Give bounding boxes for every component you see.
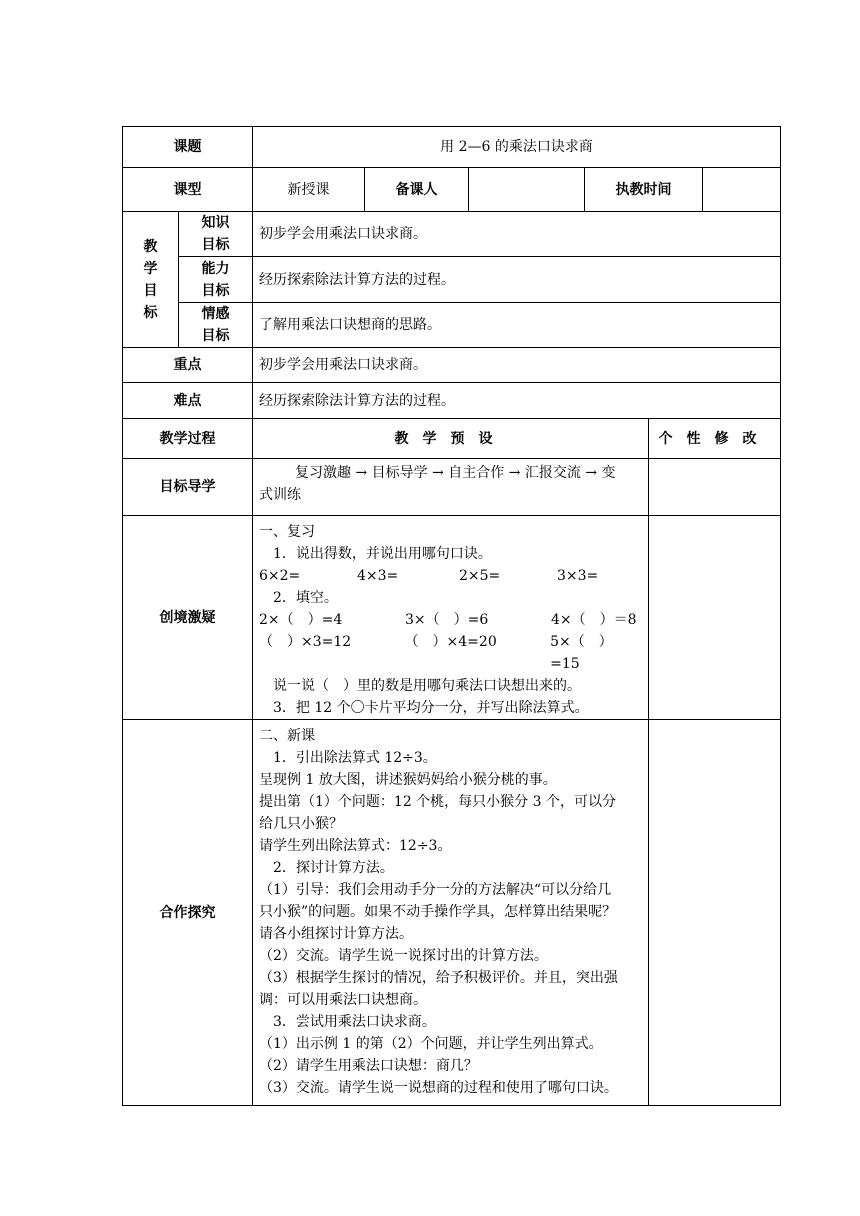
explore-row bbox=[123, 720, 781, 1106]
explore-line: 请学生列出除法算式：12÷3。 bbox=[259, 838, 452, 854]
topic-label: 课题 bbox=[123, 127, 253, 168]
inspire-label: 创境激疑 bbox=[123, 516, 253, 720]
explore-line: 呈现例 1 放大图，讲述猴妈妈给小猴分桃的事。 bbox=[259, 772, 557, 788]
calc-item: 4×3= bbox=[357, 568, 399, 584]
inspire-line: 说一说（ ）里的数是用哪句乘法口诀想出来的。 bbox=[273, 678, 581, 694]
inspire-modify bbox=[649, 516, 781, 720]
goal-label-ability: 能力 目标 bbox=[179, 257, 253, 303]
goal-label-knowledge: 知识 目标 bbox=[179, 212, 253, 257]
explore-label: 合作探究 bbox=[123, 720, 253, 1106]
difficulty-label: 难点 bbox=[123, 383, 253, 419]
goal-text-emotion: 了解用乘法口诀想商的思路。 bbox=[253, 303, 781, 348]
guide-text bbox=[253, 459, 649, 516]
process-label: 教学过程 bbox=[123, 419, 253, 459]
explore-line: （2）请学生用乘法口诀想：商几？ bbox=[259, 1058, 478, 1074]
fill-row-2 bbox=[259, 631, 642, 675]
inspire-line: 2．填空。 bbox=[273, 590, 338, 606]
explore-line: 3．尝试用乘法口诀求商。 bbox=[273, 1014, 436, 1030]
fill-item: 2×（ ）=4 bbox=[259, 612, 343, 628]
explore-text bbox=[253, 720, 649, 1106]
key-point-row bbox=[123, 348, 781, 383]
explore-line: 请各小组探讨计算方法。 bbox=[259, 926, 413, 942]
type-value: 新授课 bbox=[253, 168, 365, 212]
topic-value: 用 2—6 的乘法口诀求商 bbox=[253, 127, 781, 168]
fill-item: （ ）×4=20 bbox=[404, 634, 497, 650]
key-point-label: 重点 bbox=[123, 348, 253, 383]
fill-item: 3×（ ）=6 bbox=[405, 612, 489, 628]
modify-header: 个性修改 bbox=[649, 419, 781, 459]
goal-row-knowledge bbox=[123, 212, 781, 257]
explore-line: （3）交流。请学生说一说想商的过程和使用了哪句口诀。 bbox=[259, 1080, 618, 1096]
difficulty-text: 经历探索除法计算方法的过程。 bbox=[253, 383, 781, 419]
explore-line: 只小猴”的问题。如果不动手操作学具，怎样算出结果呢？ bbox=[259, 904, 617, 920]
lesson-plan-table bbox=[122, 126, 781, 1106]
explore-line: 2．探讨计算方法。 bbox=[273, 860, 394, 876]
inspire-text bbox=[253, 516, 649, 720]
design-header: 教学预设 bbox=[253, 419, 649, 459]
goals-label: 教 学 目 标 bbox=[123, 212, 179, 348]
guide-label: 目标导学 bbox=[123, 459, 253, 516]
guide-row bbox=[123, 459, 781, 516]
preparer-value bbox=[469, 168, 585, 212]
fill-row-1 bbox=[259, 609, 642, 631]
explore-line: 二、新课 bbox=[259, 728, 315, 744]
goal-text-knowledge: 初步学会用乘法口诀求商。 bbox=[253, 212, 781, 257]
difficulty-row bbox=[123, 383, 781, 419]
time-label: 执教时间 bbox=[585, 168, 703, 212]
calc-item: 6×2= bbox=[259, 568, 301, 584]
explore-line: 给几只小猴？ bbox=[259, 816, 343, 832]
calc-row bbox=[259, 565, 642, 587]
fill-item: （ ）×3=12 bbox=[259, 634, 352, 650]
goal-row-ability bbox=[123, 257, 781, 303]
explore-modify bbox=[649, 720, 781, 1106]
goal-label-emotion: 情感 目标 bbox=[179, 303, 253, 348]
inspire-line: 3．把 12 个〇卡片平均分一分，并写出除法算式。 bbox=[273, 700, 589, 716]
explore-line: （3）根据学生探讨的情况，给予积极评价。并且，突出强 bbox=[259, 970, 618, 986]
guide-modify bbox=[649, 459, 781, 516]
calc-item: 3×3= bbox=[557, 568, 599, 584]
explore-line: （1）引导：我们会用动手分一分的方法解决“可以分给几 bbox=[259, 882, 612, 898]
calc-item: 2×5= bbox=[459, 568, 501, 584]
explore-line: 提出第（1）个问题：12 个桃，每只小猴分 3 个，可以分 bbox=[259, 794, 616, 810]
type-row bbox=[123, 168, 781, 212]
inspire-line: 一、复习 bbox=[259, 524, 315, 540]
time-value bbox=[703, 168, 781, 212]
guide-line-1: 复习激趣 → 目标导学 → 自主合作 → 汇报交流 → 变 bbox=[295, 465, 616, 481]
goal-text-ability: 经历探索除法计算方法的过程。 bbox=[253, 257, 781, 303]
preparer-label: 备课人 bbox=[365, 168, 469, 212]
guide-line-2: 式训练 bbox=[259, 487, 301, 503]
explore-line: （1）出示例 1 的第（2）个问题，并让学生列出算式。 bbox=[259, 1036, 603, 1052]
explore-line: 1．引出除法算式 12÷3。 bbox=[273, 750, 437, 766]
inspire-row bbox=[123, 516, 781, 720]
type-label: 课型 bbox=[123, 168, 253, 212]
topic-row bbox=[123, 127, 781, 168]
inspire-line: 1．说出得数，并说出用哪句口诀。 bbox=[273, 546, 492, 562]
process-header-row bbox=[123, 419, 781, 459]
key-point-text: 初步学会用乘法口诀求商。 bbox=[253, 348, 781, 383]
goal-row-emotion bbox=[123, 303, 781, 348]
explore-line: （2）交流。请学生说一说探讨出的计算方法。 bbox=[259, 948, 548, 964]
explore-line: 调：可以用乘法口诀想商。 bbox=[259, 992, 427, 1008]
fill-item: 4×（ ）＝8 bbox=[551, 612, 637, 628]
fill-item: 5×（ ）=15 bbox=[550, 634, 613, 672]
